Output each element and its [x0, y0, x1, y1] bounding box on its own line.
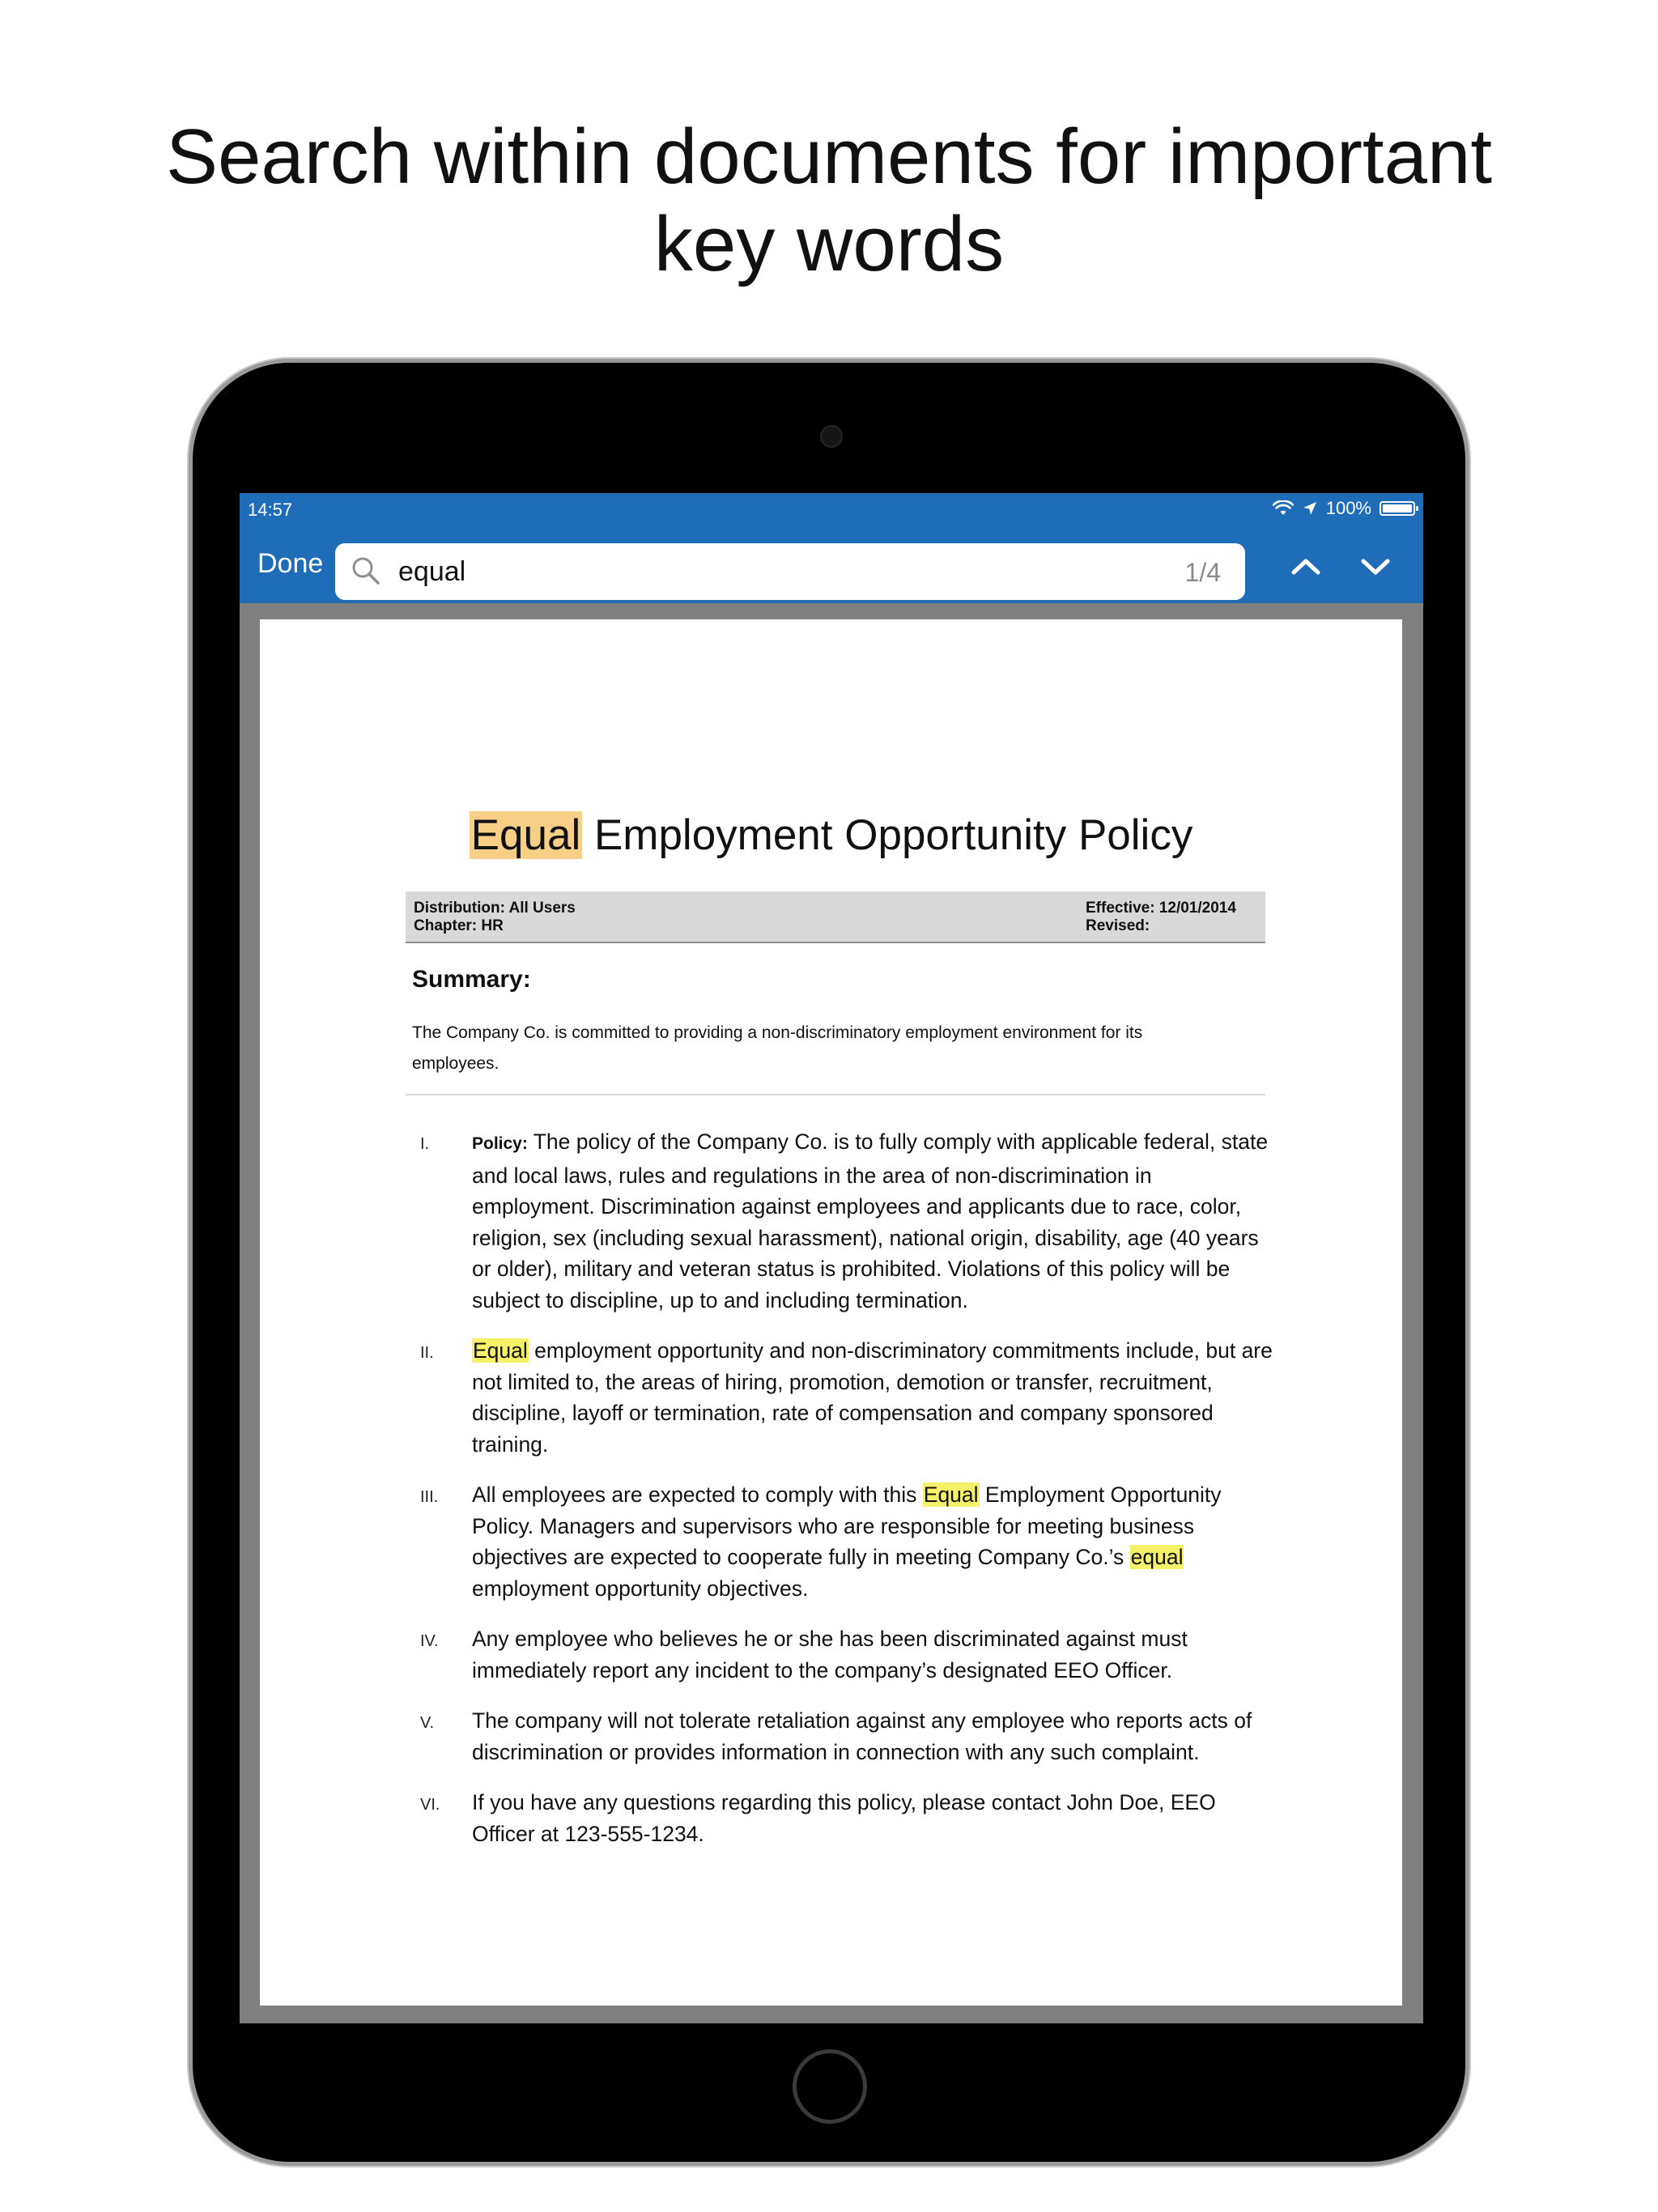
summary-text: The Company Co. is committed to providing a non-discriminatory employment environment for its employees.	[412, 1023, 1143, 1073]
status-indicators	[1273, 498, 1415, 519]
chevron-up-icon[interactable]	[1284, 545, 1328, 589]
list-item	[406, 1479, 1280, 1604]
battery-percent: 100%	[1325, 498, 1371, 518]
item-number: II.	[420, 1344, 434, 1362]
match-count: 1/4	[1184, 558, 1221, 587]
front-camera	[820, 425, 843, 448]
item-text: employment opportunity objectives.	[472, 1576, 809, 1601]
summary-heading: Summary:	[412, 966, 531, 993]
status-time: 14:57	[248, 500, 293, 520]
home-button[interactable]	[793, 2049, 867, 2124]
battery-icon	[1380, 501, 1415, 516]
meta-effective: Effective: 12/01/2014	[1086, 900, 1236, 917]
item-text: The policy of the Company Co. is to fully comply with applicable federal, state and local laws, rules and regulations in the area of non-discrimination in employment. Discrimination against employees and applicants due to race, color, religion, sex (including sexual harassment), national origin, disability, age (40 years or older), military and veteran status is prohibited. Violations of this policy will be subject to discipline, up to and including termination.	[472, 1129, 1269, 1312]
list-item	[406, 1623, 1280, 1686]
list-item	[406, 1335, 1280, 1460]
tablet-screen	[240, 493, 1423, 2023]
done-button[interactable]: Done	[257, 548, 324, 579]
item-number: V.	[420, 1714, 435, 1732]
list-item	[406, 1705, 1280, 1767]
search-icon	[350, 555, 382, 587]
search-match: Equal	[473, 1338, 528, 1363]
item-text: Employment Opportunity Policy. Managers and supervisors who are responsible for meeting business objectives are expected to cooperate fully in meeting Company Co.’s	[472, 1482, 1222, 1569]
item-number: III.	[420, 1488, 439, 1506]
item-number: VI.	[420, 1796, 440, 1814]
wifi-icon	[1273, 500, 1294, 517]
document-title	[260, 810, 1402, 860]
item-number: I.	[420, 1135, 430, 1153]
meta-revised: Revised:	[1086, 917, 1150, 934]
headline-line-2: key words	[653, 201, 1005, 287]
headline-line-1: Search within documents for important	[165, 113, 1493, 200]
location-arrow-icon	[1302, 500, 1318, 517]
status-bar	[240, 493, 1423, 530]
current-search-match: Equal	[470, 811, 581, 859]
document-meta-bar	[406, 891, 1265, 943]
meta-chapter: Chapter: HR	[414, 917, 504, 934]
item-text: If you have any questions regarding this policy, please contact John Doe, EEO Officer at 123-555-1234.	[472, 1790, 1216, 1846]
search-field[interactable]	[335, 543, 1245, 600]
item-label: Policy:	[472, 1134, 528, 1153]
search-toolbar	[240, 530, 1423, 603]
item-text: Any employee who believes he or she has been discriminated against must immediately report any incident to the company’s designated EEO Officer.	[472, 1627, 1188, 1682]
divider	[406, 1094, 1265, 1095]
item-text: The company will not tolerate retaliation against any employee who reports acts of discrimination or provides information in connection with any such complaint.	[472, 1708, 1252, 1764]
marketing-headline	[0, 113, 1658, 288]
list-item	[406, 1126, 1280, 1316]
document-title-text: Employment Opportunity Policy	[582, 811, 1193, 859]
search-input[interactable]	[398, 553, 1127, 590]
chevron-down-icon[interactable]	[1354, 545, 1397, 589]
search-match: equal	[1130, 1545, 1184, 1569]
meta-distribution: Distribution: All Users	[414, 900, 576, 917]
item-text: All employees are expected to comply with this	[472, 1482, 923, 1507]
search-match: Equal	[923, 1482, 979, 1507]
policy-list	[406, 1126, 1280, 1869]
item-text: employment opportunity and non-discriminatory commitments include, but are not limited to, the areas of hiring, promotion, demotion or transfer, recruitment, discipline, layoff or termination, rate of compensation and company sponsored training.	[472, 1338, 1273, 1457]
list-item	[406, 1787, 1280, 1849]
document-page	[260, 619, 1402, 2006]
item-number: IV.	[420, 1632, 439, 1650]
